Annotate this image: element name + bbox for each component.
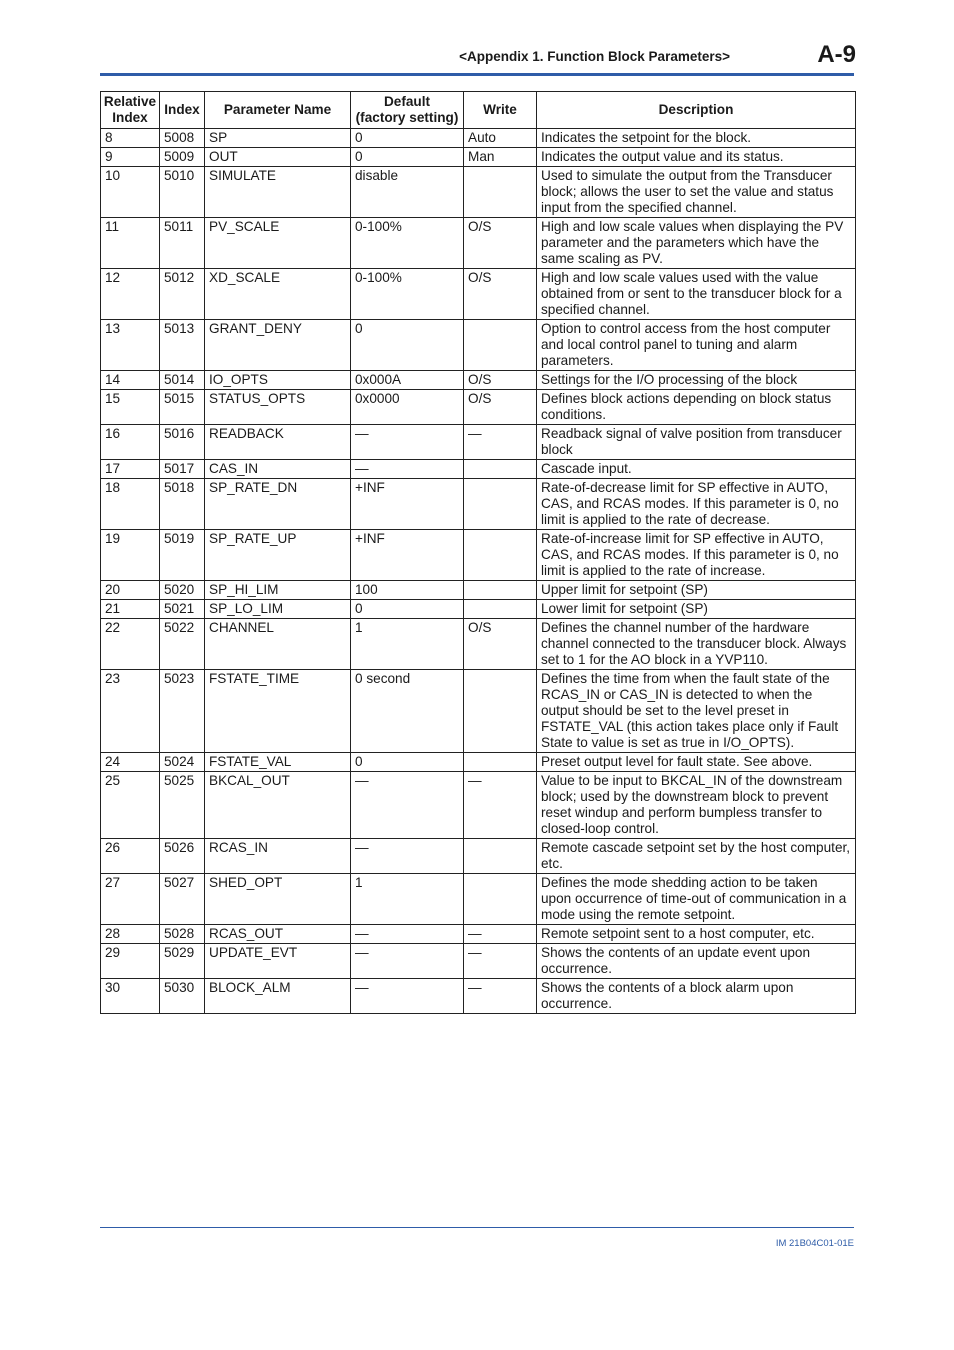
cell-parameter-name: STATUS_OPTS [205, 390, 351, 425]
cell-description: Used to simulate the output from the Transducer block; allows the user to set the value and status input from the specified channel. [537, 167, 856, 218]
cell-write: — [464, 425, 537, 460]
cell-write: O/S [464, 269, 537, 320]
cell-write: O/S [464, 218, 537, 269]
cell-default: 0x000A [351, 371, 464, 390]
cell-parameter-name: SP_LO_LIM [205, 600, 351, 619]
cell-parameter-name: PV_SCALE [205, 218, 351, 269]
cell-index: 5025 [160, 772, 205, 839]
cell-write [464, 530, 537, 581]
table-row [101, 167, 856, 218]
cell-index: 5010 [160, 167, 205, 218]
cell-description: Value to be input to BKCAL_IN of the downstream block; used by the downstream block to prevent reset windup and perform bumpless transfer to closed-loop control. [537, 772, 856, 839]
cell-parameter-name: RCAS_IN [205, 839, 351, 874]
table-row [101, 670, 856, 753]
cell-write: Auto [464, 129, 537, 148]
cell-default: +INF [351, 530, 464, 581]
column-header-description [537, 92, 856, 129]
column-header-label: Index [164, 102, 200, 117]
cell-parameter-name: CAS_IN [205, 460, 351, 479]
cell-description: Preset output level for fault state. See above. [537, 753, 856, 772]
cell-parameter-name: SP [205, 129, 351, 148]
cell-write [464, 874, 537, 925]
table-header-row [101, 92, 856, 129]
cell-description: Defines the mode shedding action to be taken upon occurrence of time-out of communication in a mode using the remote setpoint. [537, 874, 856, 925]
column-header-parameter-name [205, 92, 351, 129]
cell-write: O/S [464, 390, 537, 425]
table-row [101, 479, 856, 530]
running-header-title: <Appendix 1. Function Block Parameters> [459, 49, 730, 64]
cell-description: Remote setpoint sent to a host computer, etc. [537, 925, 856, 944]
cell-index: 5016 [160, 425, 205, 460]
footer-rule [100, 1227, 854, 1228]
column-header-default [351, 92, 464, 129]
cell-index: 5021 [160, 600, 205, 619]
cell-parameter-name: BKCAL_OUT [205, 772, 351, 839]
column-header-label: Relative Index [103, 94, 157, 125]
cell-index: 5008 [160, 129, 205, 148]
table-row [101, 460, 856, 479]
cell-relative-index: 15 [101, 390, 160, 425]
cell-default: — [351, 979, 464, 1014]
cell-relative-index: 30 [101, 979, 160, 1014]
cell-parameter-name: UPDATE_EVT [205, 944, 351, 979]
cell-relative-index: 17 [101, 460, 160, 479]
cell-write [464, 670, 537, 753]
cell-description: High and low scale values used with the value obtained from or sent to the transducer block for a specified channel. [537, 269, 856, 320]
table-row [101, 320, 856, 371]
cell-index: 5011 [160, 218, 205, 269]
cell-default: 1 [351, 874, 464, 925]
cell-parameter-name: FSTATE_TIME [205, 670, 351, 753]
cell-write [464, 839, 537, 874]
cell-write [464, 581, 537, 600]
table-row [101, 148, 856, 167]
cell-write [464, 167, 537, 218]
cell-parameter-name: READBACK [205, 425, 351, 460]
document-id: IM 21B04C01-01E [775, 1238, 854, 1249]
column-header-label: Description [658, 102, 734, 117]
cell-relative-index: 11 [101, 218, 160, 269]
cell-index: 5014 [160, 371, 205, 390]
cell-default: disable [351, 167, 464, 218]
cell-description: Indicates the output value and its status. [537, 148, 856, 167]
cell-index: 5026 [160, 839, 205, 874]
table-row [101, 371, 856, 390]
cell-write: — [464, 925, 537, 944]
cell-parameter-name: GRANT_DENY [205, 320, 351, 371]
cell-parameter-name: XD_SCALE [205, 269, 351, 320]
cell-default: +INF [351, 479, 464, 530]
table-row [101, 839, 856, 874]
cell-default: 0-100% [351, 218, 464, 269]
cell-relative-index: 19 [101, 530, 160, 581]
cell-relative-index: 12 [101, 269, 160, 320]
cell-description: Defines the time from when the fault state of the RCAS_IN or CAS_IN is detected to when the output should be set to the level preset in FSTATE_VAL (this action takes place only if Fault State to value is set as true in I/O_OPTS). [537, 670, 856, 753]
cell-index: 5017 [160, 460, 205, 479]
cell-parameter-name: SP_RATE_UP [205, 530, 351, 581]
cell-relative-index: 28 [101, 925, 160, 944]
cell-index: 5015 [160, 390, 205, 425]
cell-default: 0 [351, 753, 464, 772]
cell-description: High and low scale values when displaying the PV parameter and the parameters which have the same scaling as PV. [537, 218, 856, 269]
cell-description: Shows the contents of an update event upon occurrence. [537, 944, 856, 979]
cell-relative-index: 18 [101, 479, 160, 530]
cell-description: Rate-of-decrease limit for SP effective in AUTO, CAS, and RCAS modes. If this parameter is 0, no limit is applied to the rate of decrease. [537, 479, 856, 530]
cell-default: — [351, 772, 464, 839]
cell-default: 0 [351, 148, 464, 167]
cell-relative-index: 24 [101, 753, 160, 772]
cell-parameter-name: SHED_OPT [205, 874, 351, 925]
table-row [101, 925, 856, 944]
cell-parameter-name: CHANNEL [205, 619, 351, 670]
cell-index: 5029 [160, 944, 205, 979]
cell-relative-index: 10 [101, 167, 160, 218]
table-row [101, 390, 856, 425]
cell-relative-index: 21 [101, 600, 160, 619]
cell-write [464, 600, 537, 619]
cell-description: Remote cascade setpoint set by the host computer, etc. [537, 839, 856, 874]
table-row [101, 944, 856, 979]
column-header-relative-index [101, 92, 160, 129]
table-row [101, 753, 856, 772]
cell-description: Indicates the setpoint for the block. [537, 129, 856, 148]
cell-default: 0 [351, 600, 464, 619]
cell-index: 5024 [160, 753, 205, 772]
column-header-label: Write [483, 102, 517, 117]
cell-write [464, 753, 537, 772]
table-row [101, 772, 856, 839]
table-body [101, 129, 856, 1014]
cell-default: 0 [351, 129, 464, 148]
table-row [101, 129, 856, 148]
table-row [101, 530, 856, 581]
cell-default: — [351, 460, 464, 479]
cell-default: — [351, 839, 464, 874]
page-number: A-9 [817, 41, 856, 68]
cell-index: 5012 [160, 269, 205, 320]
cell-write: — [464, 944, 537, 979]
cell-default: — [351, 944, 464, 979]
cell-index: 5023 [160, 670, 205, 753]
cell-index: 5030 [160, 979, 205, 1014]
cell-relative-index: 8 [101, 129, 160, 148]
table-row [101, 619, 856, 670]
cell-write: — [464, 772, 537, 839]
cell-description: Lower limit for setpoint (SP) [537, 600, 856, 619]
header-rule [100, 73, 854, 76]
column-header-write [464, 92, 537, 129]
cell-index: 5018 [160, 479, 205, 530]
cell-write: — [464, 979, 537, 1014]
cell-write: O/S [464, 371, 537, 390]
cell-index: 5027 [160, 874, 205, 925]
cell-index: 5019 [160, 530, 205, 581]
cell-default: — [351, 925, 464, 944]
cell-relative-index: 23 [101, 670, 160, 753]
cell-parameter-name: RCAS_OUT [205, 925, 351, 944]
cell-index: 5009 [160, 148, 205, 167]
cell-relative-index: 14 [101, 371, 160, 390]
cell-description: Cascade input. [537, 460, 856, 479]
cell-default: 0 second [351, 670, 464, 753]
cell-parameter-name: SP_RATE_DN [205, 479, 351, 530]
cell-parameter-name: OUT [205, 148, 351, 167]
cell-description: Shows the contents of a block alarm upon occurrence. [537, 979, 856, 1014]
cell-write: O/S [464, 619, 537, 670]
cell-default: — [351, 425, 464, 460]
table-row [101, 218, 856, 269]
cell-relative-index: 9 [101, 148, 160, 167]
table-row [101, 581, 856, 600]
column-header-label: Default (factory setting) [355, 94, 459, 125]
cell-parameter-name: FSTATE_VAL [205, 753, 351, 772]
cell-relative-index: 25 [101, 772, 160, 839]
cell-default: 0-100% [351, 269, 464, 320]
cell-default: 0 [351, 320, 464, 371]
cell-description: Settings for the I/O processing of the block [537, 371, 856, 390]
cell-default: 0x0000 [351, 390, 464, 425]
column-header-index [160, 92, 205, 129]
cell-index: 5022 [160, 619, 205, 670]
cell-parameter-name: SP_HI_LIM [205, 581, 351, 600]
table-row [101, 979, 856, 1014]
cell-write [464, 479, 537, 530]
cell-write [464, 460, 537, 479]
cell-description: Option to control access from the host computer and local control panel to tuning and alarm parameters. [537, 320, 856, 371]
cell-relative-index: 26 [101, 839, 160, 874]
parameter-table [100, 91, 856, 1014]
cell-default: 100 [351, 581, 464, 600]
cell-relative-index: 29 [101, 944, 160, 979]
cell-index: 5020 [160, 581, 205, 600]
cell-relative-index: 16 [101, 425, 160, 460]
cell-relative-index: 27 [101, 874, 160, 925]
cell-parameter-name: IO_OPTS [205, 371, 351, 390]
column-header-label: Parameter Name [223, 102, 332, 117]
cell-description: Defines the channel number of the hardware channel connected to the transducer block. Always set to 1 for the AO block in a YVP110. [537, 619, 856, 670]
cell-default: 1 [351, 619, 464, 670]
cell-description: Readback signal of valve position from transducer block [537, 425, 856, 460]
cell-parameter-name: SIMULATE [205, 167, 351, 218]
cell-index: 5013 [160, 320, 205, 371]
table-row [101, 600, 856, 619]
cell-parameter-name: BLOCK_ALM [205, 979, 351, 1014]
table-row [101, 269, 856, 320]
cell-relative-index: 20 [101, 581, 160, 600]
table-row [101, 425, 856, 460]
cell-description: Upper limit for setpoint (SP) [537, 581, 856, 600]
cell-index: 5028 [160, 925, 205, 944]
cell-write: Man [464, 148, 537, 167]
cell-relative-index: 22 [101, 619, 160, 670]
cell-write [464, 320, 537, 371]
cell-relative-index: 13 [101, 320, 160, 371]
cell-description: Rate-of-increase limit for SP effective in AUTO, CAS, and RCAS modes. If this parameter is 0, no limit is applied to the rate of increase. [537, 530, 856, 581]
table-row [101, 874, 856, 925]
cell-description: Defines block actions depending on block status conditions. [537, 390, 856, 425]
